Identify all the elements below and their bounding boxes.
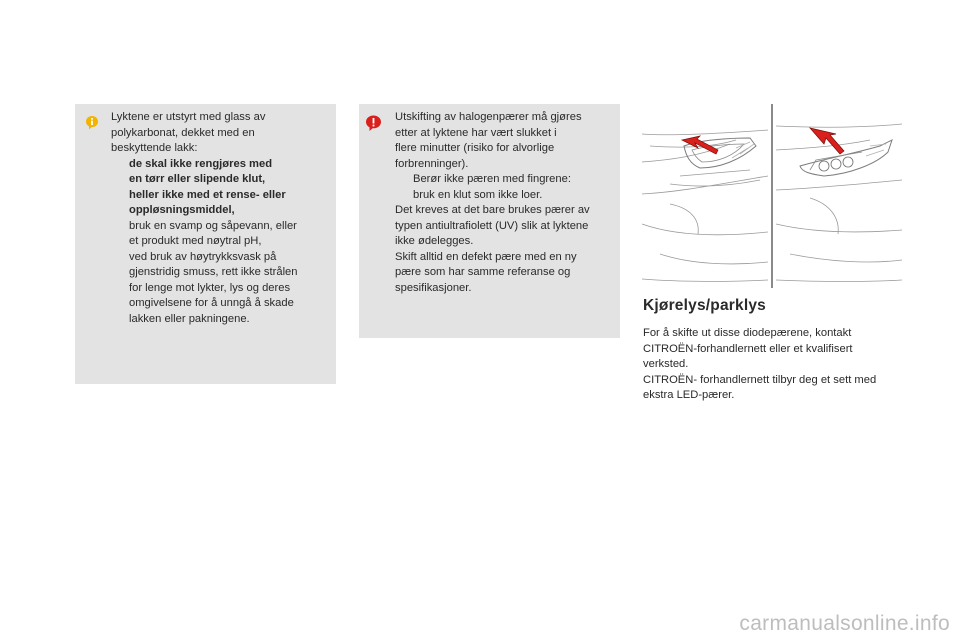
text-line: CITROËN-forhandlernett eller et kvalifisert <box>643 342 853 355</box>
warning-box <box>359 104 620 338</box>
text-line: oppløsningsmiddel, <box>129 204 235 216</box>
bullet-item <box>395 172 617 203</box>
warning-text <box>395 110 617 296</box>
text-line: ved bruk av høytrykksvask på <box>129 250 277 263</box>
text-line: CITROËN- forhandlernett tilbyr deg et sett med <box>643 373 877 386</box>
bullet-item <box>111 157 333 219</box>
text-line: polykarbonat, dekket med en <box>111 126 255 139</box>
text-line: spesifikasjoner. <box>395 281 472 294</box>
text-line: Skift alltid en defekt pære med en ny <box>395 250 577 263</box>
bullet-item <box>111 219 333 250</box>
text-line: For å skifte ut disse diodepærene, kontakt <box>643 327 852 339</box>
arrow-right <box>810 128 844 154</box>
warning-icon <box>365 115 382 132</box>
text-line: en tørr eller slipende klut, <box>129 173 266 185</box>
section-body <box>643 326 913 404</box>
text-line: ikke ødelegges. <box>395 235 474 247</box>
info-box <box>75 104 336 384</box>
text-line: pære som har samme referanse og <box>395 266 571 278</box>
headlight-left-image <box>642 130 768 281</box>
info-icon <box>84 115 100 131</box>
text-line: Det kreves at det bare brukes pærer av <box>395 204 590 216</box>
text-line: Lyktene er utstyrt med glass av <box>111 111 266 123</box>
text-line: gjenstridig smuss, rett ikke strålen <box>129 266 298 278</box>
text-line: de skal ikke rengjøres med <box>129 157 273 170</box>
text-line: Utskifting av halogenpærer må gjøres <box>395 111 582 123</box>
text-line: lakken eller pakningene. <box>129 312 250 325</box>
text-line: bruk en klut som ikke loer. <box>413 188 543 201</box>
text-line: flere minutter (risiko for alvorlige <box>395 142 555 154</box>
text-line: etter at lyktene har vært slukket i <box>395 126 557 139</box>
image-divider <box>771 104 773 288</box>
text-line: ekstra LED-pærer. <box>643 389 735 401</box>
text-line: verksted. <box>643 358 689 370</box>
text-line: et produkt med nøytral pH, <box>129 235 262 247</box>
watermark: carmanualsonline.info <box>739 612 950 635</box>
text-line: Berør ikke pæren med fingrene: <box>413 173 571 185</box>
text-line: forbrenninger). <box>395 157 469 170</box>
info-text <box>111 110 333 327</box>
text-line: bruk en svamp og såpevann, eller <box>129 219 297 232</box>
text-line: beskyttende lakk: <box>111 142 198 154</box>
bullet-item <box>111 250 333 328</box>
text-line: for lenge mot lykter, lys og deres <box>129 281 291 294</box>
text-line: typen antiultrafiolett (UV) slik at lyktene <box>395 219 589 232</box>
section-heading: Kjørelys/parklys <box>643 297 766 314</box>
text-line: omgivelsene for å unngå å skade <box>129 297 294 309</box>
text-line: heller ikke med et rense- eller <box>129 188 286 201</box>
